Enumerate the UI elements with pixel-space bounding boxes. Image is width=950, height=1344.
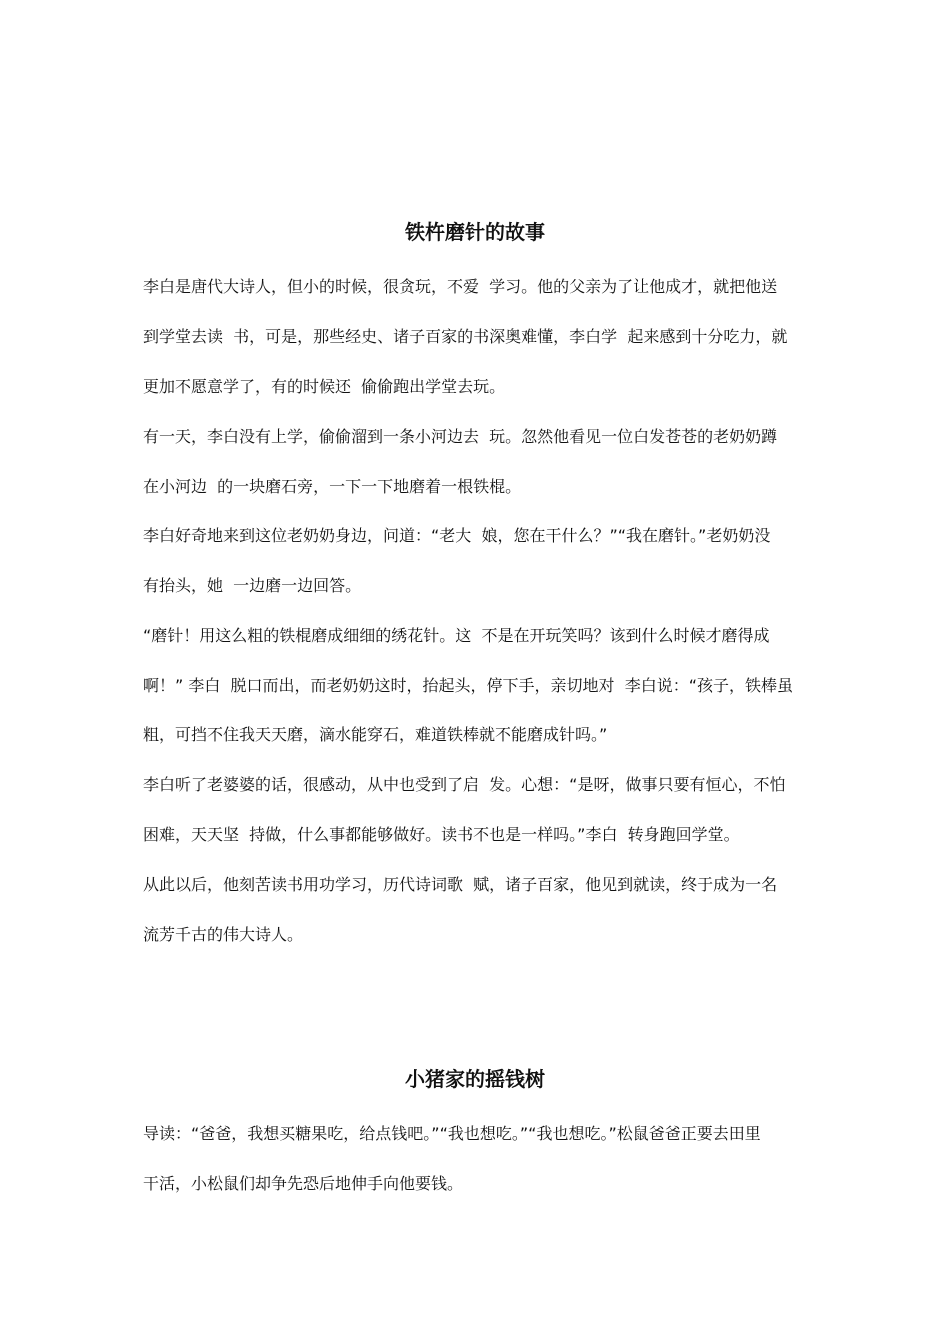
paragraph-line: 干活，小松鼠们却争先恐后地伸手向他要钱。 bbox=[143, 1174, 464, 1193]
paragraph-line: 有抬头，她 一边磨一边回答。 bbox=[143, 576, 362, 595]
story-title: 小猪家的摇钱树 bbox=[405, 1067, 545, 1091]
paragraph-line: 到学堂去读 书，可是，那些经史、诸子百家的书深奥难懂，李白学 起来感到十分吃力，就 bbox=[143, 327, 788, 346]
paragraph-line: 从此以后，他刻苦读书用功学习，历代诗词歌 赋，诸子百家，他见到就读，终于成为一名 bbox=[143, 875, 778, 894]
paragraph-line: “磨针！用这么粗的铁棍磨成细细的绣花针。这 不是在开玩笑吗？该到什么时候才磨得成 bbox=[143, 626, 770, 645]
story-title: 铁杵磨针的故事 bbox=[405, 220, 545, 244]
paragraph-line: 在小河边 的一块磨石旁，一下一下地磨着一根铁棍。 bbox=[143, 477, 522, 496]
paragraph-line: 流芳千古的伟大诗人。 bbox=[143, 925, 304, 944]
paragraph-line: 李白听了老婆婆的话，很感动，从中也受到了启 发。心想：“是呀，做事只要有恒心，不怕 bbox=[143, 775, 786, 794]
paragraph-line: 粗，可挡不住我天天磨，滴水能穿石，难道铁棒就不能磨成针吗。” bbox=[143, 725, 608, 744]
paragraph-line: 李白好奇地来到这位老奶奶身边，问道：“老大 娘，您在干什么？”“我在磨针。”老奶奶没 bbox=[143, 526, 771, 545]
paragraph-line: 李白是唐代大诗人，但小的时候，很贪玩，不爱 学习。他的父亲为了让他成才，就把他送 bbox=[143, 277, 778, 296]
paragraph-line: 导读：“爸爸，我想买糖果吃，给点钱吧。”“我也想吃。”“我也想吃。”松鼠爸爸正要去田里 bbox=[143, 1124, 761, 1143]
paragraph-line: 啊！” 李白 脱口而出，而老奶奶这时，抬起头，停下手，亲切地对 李白说：“孩子，铁棒虽 bbox=[143, 676, 794, 695]
paragraph-line: 困难，天天坚 持做，什么事都能够做好。读书不也是一样吗。”李白 转身跑回学堂。 bbox=[143, 825, 740, 844]
paragraph-line: 有一天，李白没有上学，偷偷溜到一条小河边去 玩。忽然他看见一位白发苍苍的老奶奶蹲 bbox=[143, 427, 778, 446]
paragraph-line: 更加不愿意学了，有的时候还 偷偷跑出学堂去玩。 bbox=[143, 377, 506, 396]
